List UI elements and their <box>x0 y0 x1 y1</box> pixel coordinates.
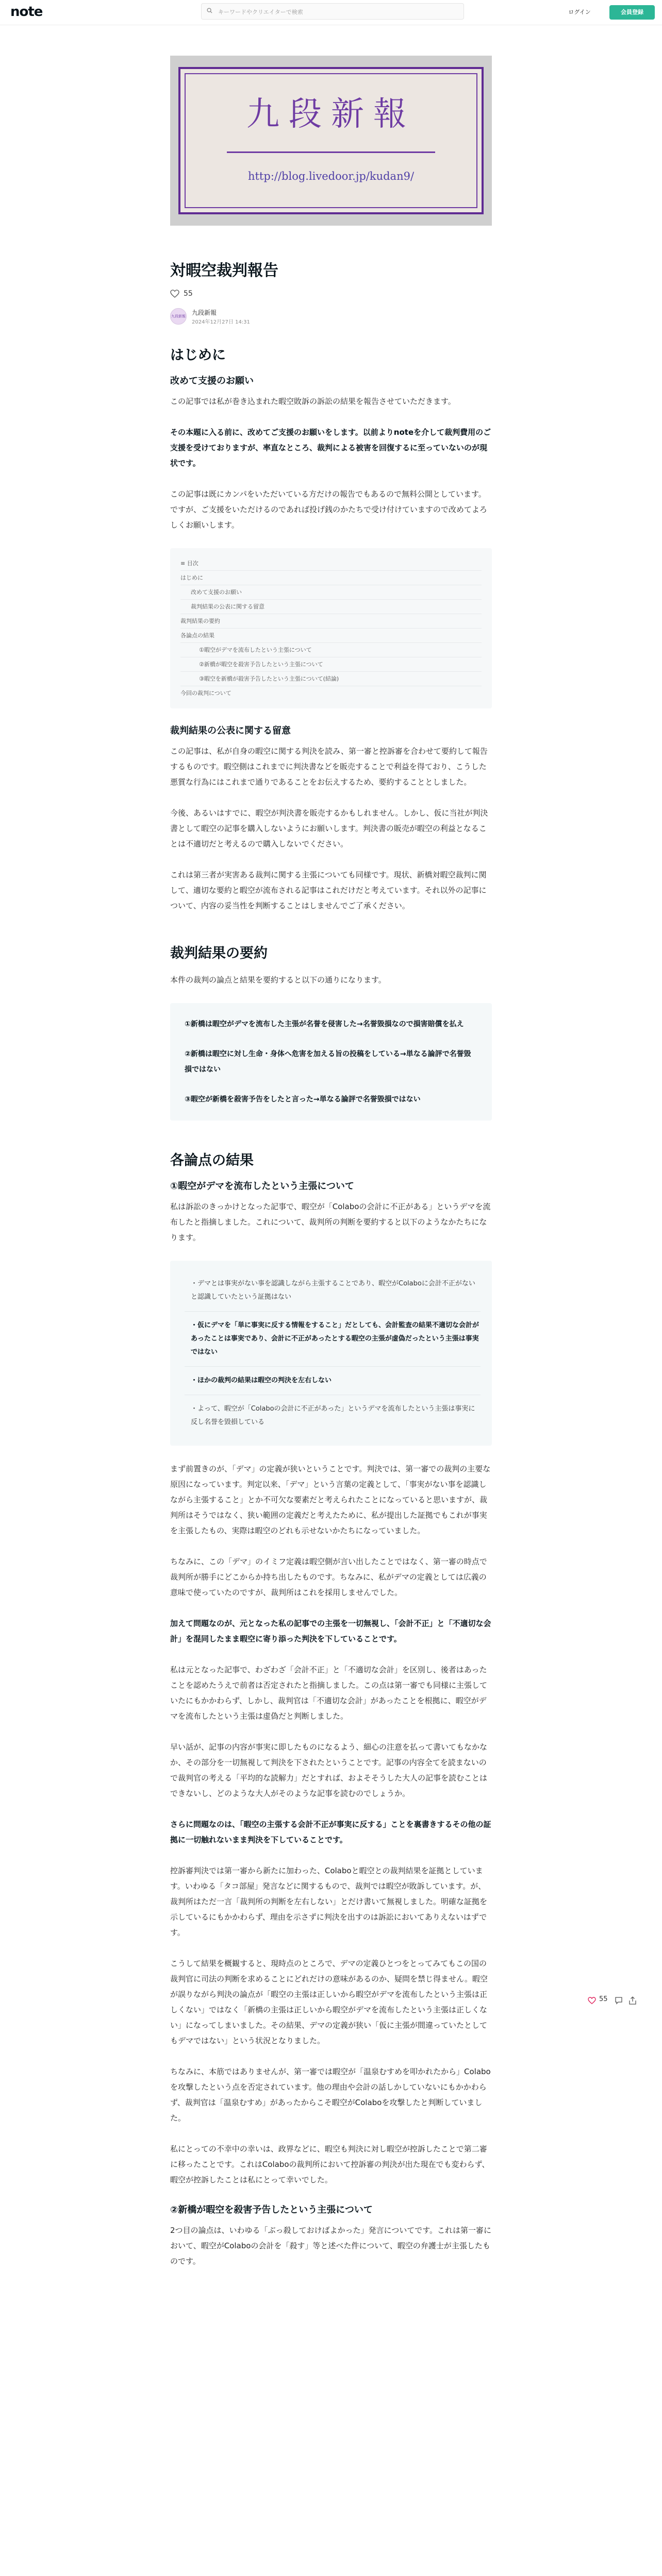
header-image <box>170 56 492 226</box>
heading-summary: 裁判結果の要約 <box>170 945 268 961</box>
heart-icon[interactable] <box>588 1997 596 2004</box>
table-of-contents <box>170 548 492 708</box>
signup-button[interactable]: 会員登録 <box>609 5 655 20</box>
author-info[interactable] <box>170 307 492 328</box>
paragraph: この記事は、私が自身の暇空に関する判決を読み、第一審と控訴審を合わせて要約して報告するものです。暇空側はこれまでに判決書などを販売することで利益を得ており、こうした悪質な行為にはこれまで通りであることをお伝えするため、要約することとしました。 <box>170 747 488 787</box>
paragraph-bold: 加えて問題なのが、元となった私の記事での主張を一切無視し、「会計不正」と「不適切な会計」を混同したまま暇空に寄り添った判決を下していることです。 <box>170 1619 491 1643</box>
paragraph: 私は訴訟のきっかけとなった記事で、暇空が「Colaboの会計に不正がある」というデマを流布したと指摘しました。これについて、裁判所の判断を要約すると以下のようなかたちになります。 <box>170 1202 491 1242</box>
paragraph: 控訴審判決では第一審から新たに加わった、Colaboと暇空との裁判結果を証拠としています。いわゆる「タコ部屋」発言などに関するもので、裁判では暇空が敗訴しています。が、裁判所はただ一言「裁判所の判断を左右しない」とだけ書いて無視しました。明確な証拠を示しているにもかかわらず、理由を示さずに判決を出すのは訴訟においてありえないはずです。 <box>170 1866 488 1937</box>
paragraph: 早い話が、記事の内容が事実に即したものになるよう、細心の注意を払って書いてもなかなか、その部分を一切無視して判決を下されたということです。記事の内容全てを読まないので裁判官の考える「平均的な読解力」だとすれば、およそそうした大人の記事を読むことはできないし、どのような大人がそのような記事を読むのでしょうか。 <box>170 1742 488 1798</box>
header-image-url: http://blog.livedoor.jp/kudan9/ <box>247 170 415 182</box>
article-title: 対暇空裁判報告 <box>170 262 278 280</box>
heading-results: 各論点の結果 <box>170 1153 254 1168</box>
toc-item[interactable]: ②新橋が暇空を殺害予告したという主張について <box>180 657 482 671</box>
heading-point1: ①暇空がデマを流布したという主張について <box>170 1181 354 1192</box>
header-image-rule <box>227 151 435 153</box>
quote-box <box>170 1261 492 1446</box>
author-name[interactable]: 九段新報 <box>192 309 217 316</box>
paragraph: ちなみに、この「デマ」のイミフ定義は暇空側が言い出したことではなく、第一審の時点で裁判所が勝手にどこからか持ち出したものです。ちなみに、私がデマの定義としては広義の意味で使っていたのですが、裁判所はこれを採用しませんでした。 <box>170 1557 487 1597</box>
toc-item[interactable]: 各論点の結果 <box>180 628 482 642</box>
toc-heading[interactable]: ≡ 目次 <box>180 560 198 567</box>
article <box>170 56 492 2269</box>
bold-text: その本題に入る前に、改めてご支援のお願いをします。以前よりnoteを介して裁判費用のご支援を受けておりますが、率直なところ、裁判による被害を回復するに至っていないのが現状です。 <box>170 428 491 468</box>
like-count: 55 <box>184 290 193 298</box>
share-icon[interactable] <box>629 1996 636 2005</box>
floating-actions <box>588 1994 650 2009</box>
header-image-title: 九段新報 <box>246 95 416 133</box>
search-input[interactable] <box>217 5 456 19</box>
paragraph: 2つ目の論点は、いわゆる「ぶっ殺しておけばよかった」発言についてです。これは第一審において、暇空がColaboの会計を「殺す」等と述べた件について、暇空の弁護士が主張したものです。 <box>170 2226 492 2266</box>
toc-item[interactable]: 改めて支援のお願い <box>180 585 482 599</box>
paragraph: これは第三者が実害ある裁判に関する主張についても同様です。現状、新橋対暇空裁判に関して、適切な要約と暇空が流布される記事はこれだけだと考えています。それ以外の記事について、内容の妥当性を判断することはしませんでご了承ください。 <box>170 870 487 910</box>
quote-item: ・デマとは事実がない事を認識しながら主張することであり、暇空がColaboに会計不正がないと認識していたという証拠はない <box>185 1270 481 1312</box>
avatar[interactable] <box>170 308 187 325</box>
search-box[interactable] <box>201 3 464 20</box>
paragraph: この記事では私が巻き込まれた暇空敗訴の訴訟の結果を報告させていただきます。 <box>170 397 456 406</box>
paragraph: こうして結果を概観すると、現時点のところで、デマの定義ひとつをとってみてもこの国の裁判官に司法の判断を求めることにどれだけの意味があるのか、疑問を禁じ得ません。暇空が誤りながら判決の論点が「暇空の主張は正しいから暇空がデマを流布したという主張は正しくない」ではなく「新橋の主張は正しいから暇空がデマを流布したという主張は正しくない」になってしまいました。その結果、デマの定義が狭い「仮に主張が間違っていたとしてもデマではない」という状況となりました。 <box>170 1959 488 2045</box>
paragraph-bold: さらに問題なのは、「暇空の主張する会計不正が事実に反する」ことを裏書きするその他の証拠に一切触れないまま判決を下していることです。 <box>170 1820 491 1844</box>
heading-apology: 改めて支援のお願い <box>170 376 254 386</box>
floating-like-count: 55 <box>599 1995 608 2003</box>
paragraph: 私は元となった記事で、わざわざ「会計不正」と「不適切な会計」を区別し、後者はあったことを認めたうえで前者は否定されたと指摘しました。この点は第一審でも同様に主張していたにもかかわらず、しかし、裁判官は「不適切な会計」があったことを根拠に、暇空がデマを流布したという主張は虚偽だと判断しました。 <box>170 1665 488 1721</box>
paragraph: ちなみに、本筋ではありませんが、第一審では暇空が「温泉むすめを叩かれたから」Colaboを攻撃したという点を否定されています。他の理由や会計の話しかしていないにもかかわらず、裁判官は「温泉むすめ」があったからこそ暇空がColaboを攻撃したと判断していました。 <box>170 2067 491 2123</box>
summary-box <box>170 1003 492 1121</box>
heading-caution: 裁判結果の公表に関する留意 <box>170 725 291 736</box>
paragraph-bold <box>170 425 492 471</box>
quote-item: ・ほかの裁判の結果は暇空の判決を左右しない <box>185 1367 481 1395</box>
publish-date: 2024年12月27日 14:31 <box>192 319 250 325</box>
paragraph: 今後、あるいはすでに、暇空が判決書を販売するかもしれません。しかし、仮に当社が判決書として暇空の記事を購入しないようにお願いします。判決書の販売が暇空の利益となることは不適切だと考えるので購入しないでください。 <box>170 808 488 849</box>
quote-item: ・よって、暇空が「Colaboの会計に不正があった」というデマを流布したという主張は事実に反し名誉を毀損している <box>191 1405 475 1426</box>
comment-icon[interactable] <box>615 1996 623 2005</box>
login-button[interactable]: ログイン <box>568 9 591 15</box>
toc-item[interactable]: はじめに <box>180 570 482 585</box>
toc-item[interactable]: ①暇空がデマを流布したという主張について <box>180 642 482 657</box>
toc-item[interactable]: 今回の裁判について <box>180 686 482 700</box>
heading-intro: はじめに <box>170 347 226 363</box>
top-bar <box>0 0 662 25</box>
summary-point: ③暇空が新橋を殺害予告をしたと言った→単なる論評で名誉毀損ではない <box>185 1095 421 1104</box>
toc-item[interactable]: 裁判結果の要約 <box>180 614 482 628</box>
paragraph: 私にとっての不幸中の幸いは、政界などに、暇空も判決に対し暇空が控訴したことで第二審に移ったことです。これはColaboの裁判所において控訴審の判決が出た現在でも変わらず、暇空が控訴したことは私にとって幸いでした。 <box>170 2144 490 2184</box>
article-body <box>170 346 492 2269</box>
toc-item[interactable]: ③暇空を新橋が殺害予告したという主張について(結論) <box>180 671 482 686</box>
summary-point: ①新橋は暇空がデマを流布した主張が名誉を侵害した→名誉毀損なので損害賠償を払え <box>185 1020 464 1028</box>
toc-item[interactable]: 裁判結果の公表に関する留意 <box>180 599 482 614</box>
quote-item: ・仮にデマを「単に事実に反する情報をすること」だとしても、会計監査の結果不適切な会計があったことは事実であり、会計に不正があったとする暇空の主張が虚偽だったという主張は事実ではない <box>185 1312 481 1367</box>
note-logo[interactable]: note <box>10 4 43 20</box>
avatar-text: 九段新報 <box>171 314 186 318</box>
header-image-frame <box>178 67 484 214</box>
paragraph: 本件の裁判の論点と結果を要約すると以下の通りになります。 <box>170 975 386 985</box>
summary-point: ②新橋は暇空に対し生命・身体へ危害を加える旨の投稿をしている→単なる論評で名誉毀損ではない <box>185 1050 471 1074</box>
search-icon <box>207 8 212 13</box>
paragraph: この記事は既にカンパをいただいている方だけの報告でもあるので無料公開としています。ですが、ご支援をいただけるのであれば投げ銭のかたちで受け付けていますので改めてよろしくお願いします。 <box>170 489 487 530</box>
like-row <box>170 289 492 300</box>
heading-point2: ②新橋が暇空を殺害予告したという主張について <box>170 2205 373 2215</box>
heart-icon[interactable] <box>170 290 179 298</box>
paragraph: まず前置きのが、「デマ」の定義が狭いということです。判決では、第一審での裁判の主要な原因になっています。判定以来、「デマ」という言葉の定義として、「事実がない事を認識しながら主張すること」とか不可欠な要素だと考えられたことになっていると思いますが、裁判所はそうではなく、狭い範囲の定義だと考えたために、私が提出した証拠でもこれが事実を主張したもの、実際は暇空のどれも示せないかたちになっていました。 <box>170 1464 491 1535</box>
